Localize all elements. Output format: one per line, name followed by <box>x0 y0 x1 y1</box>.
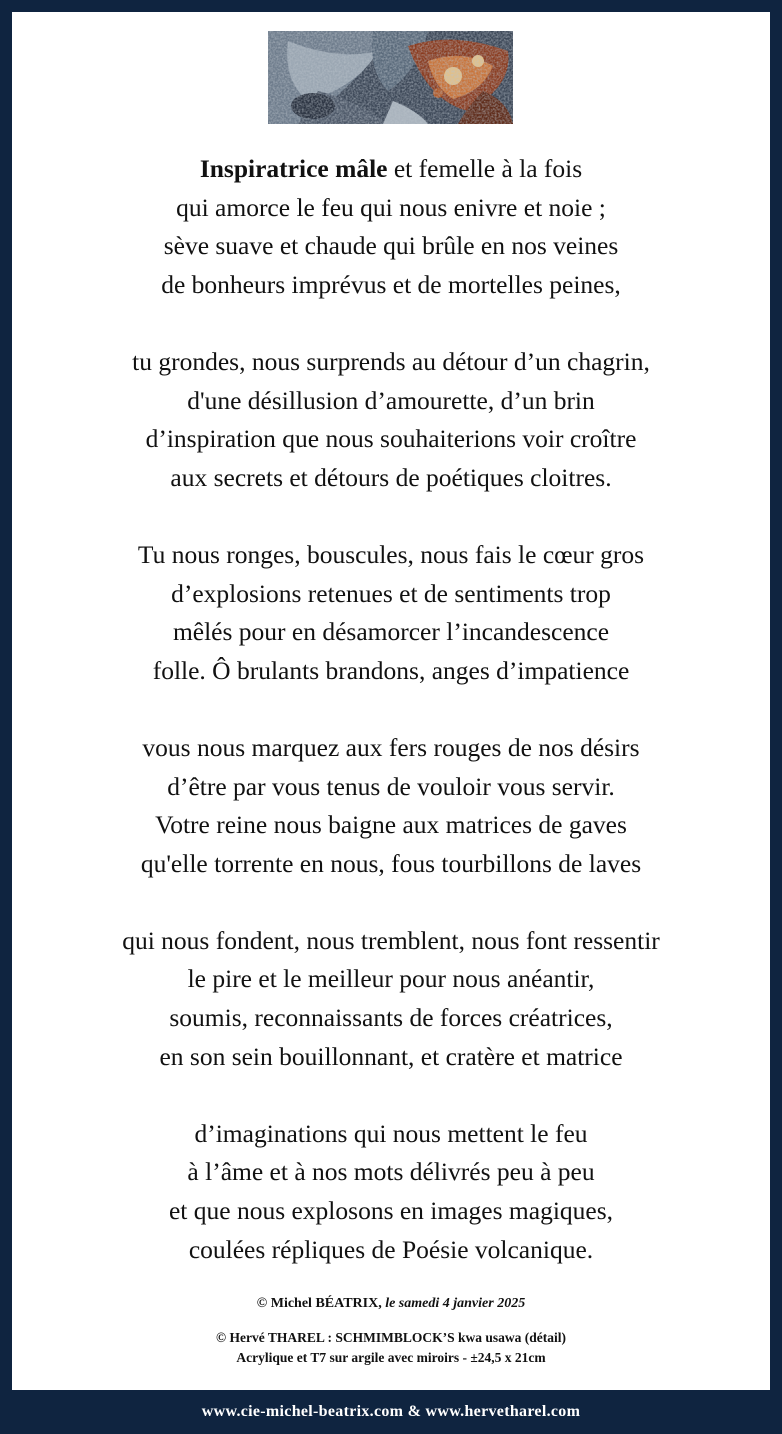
stanza-2 <box>12 343 770 497</box>
poem-line: d’être par vous tenus de vouloir vous servir. <box>167 771 615 801</box>
poem-line: et que nous explosons en images magiques, <box>168 1196 614 1226</box>
poem-line: sève suave et chaude qui brûle en nos veines <box>163 231 619 261</box>
poem-line: de bonheurs imprévus et de mortelles peines, <box>161 269 621 299</box>
poem-line: le pire et le meilleur pour nous anéantir, <box>187 964 595 994</box>
poem-line: en son sein bouillonnant, et cratère et matrice <box>159 1041 623 1071</box>
poem-line: Votre reine nous baigne aux matrices de gaves <box>155 810 627 840</box>
poem-line: d’imaginations qui nous mettent le feu <box>194 1118 588 1148</box>
poem-card <box>12 12 770 1390</box>
poem-line <box>12 150 770 189</box>
stanza-6 <box>12 1115 770 1269</box>
poem-line: d’explosions retenues et de sentiments trop <box>171 578 611 608</box>
poem-line: vous nous marquez aux fers rouges de nos désirs <box>142 732 640 762</box>
poem-line: qu'elle torrente en nous, fous tourbillons de laves <box>140 848 642 878</box>
stanza-5 <box>12 922 770 1076</box>
poem-date: le samedi 4 janvier 2025 <box>381 1296 526 1311</box>
painting-detail-image-icon <box>268 31 513 124</box>
artwork-credit <box>12 1328 770 1368</box>
poem-line: soumis, reconnaissants de forces créatrices, <box>169 1003 613 1033</box>
artwork-medium: Acrylique et T7 sur argile avec miroirs - ±24,5 x 21cm <box>236 1350 546 1365</box>
poem-line: tu grondes, nous surprends au détour d’un chagrin, <box>132 346 650 376</box>
stanza-4 <box>12 729 770 883</box>
author-name: © Michel BÉATRIX, <box>256 1296 382 1311</box>
poem-line: folle. Ô brulants brandons, anges d’impatience <box>152 655 630 685</box>
poem-line: d'une désillusion d’amourette, d’un brin <box>187 385 595 415</box>
poem-line: qui nous fondent, nous tremblent, nous font ressentir <box>122 925 660 955</box>
poem-line: coulées répliques de Poésie volcanique. <box>188 1234 594 1264</box>
poem-line: qui amorce le feu qui nous enivre et noie ; <box>176 192 606 222</box>
poem-line: mêlés pour en désamorcer l’incandescence <box>172 617 610 647</box>
poem-line-rest: et femelle à la fois <box>387 154 583 183</box>
stanza-3 <box>12 536 770 690</box>
artwork-image <box>268 31 513 124</box>
poem-line: Tu nous ronges, bouscules, nous fais le cœur gros <box>137 539 645 569</box>
poem-line-bold-start: Inspiratrice mâle <box>199 154 388 183</box>
poem-line: aux secrets et détours de poétiques cloitres. <box>170 462 612 492</box>
author-credit <box>12 1296 770 1312</box>
poem <box>12 150 770 1269</box>
stanza-1 <box>12 150 770 304</box>
poem-line: à l’âme et à nos mots délivrés peu à peu <box>187 1157 595 1187</box>
poem-line: d’inspiration que nous souhaiterions voir croître <box>145 424 637 454</box>
artwork-title: © Hervé THAREL : SCHMIMBLOCK’S kwa usawa (détail) <box>216 1330 566 1345</box>
footer-websites: www.cie-michel-beatrix.com & www.hervetharel.com <box>201 1403 581 1420</box>
